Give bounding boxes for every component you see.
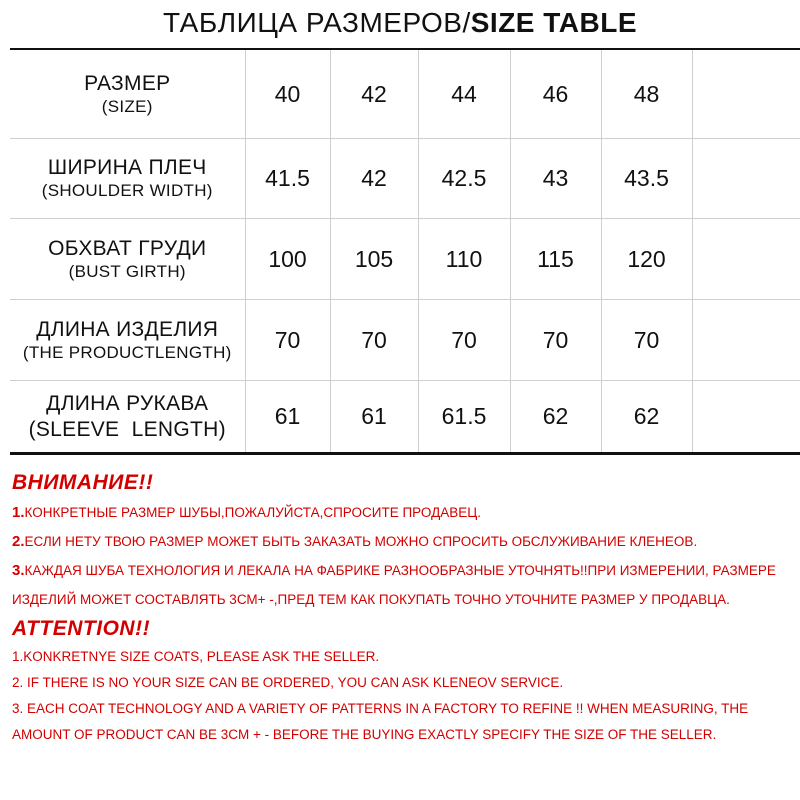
cell-value: 41.5 bbox=[265, 165, 310, 191]
table-cell bbox=[418, 300, 510, 381]
note-item-en: 2. IF THERE IS NO YOUR SIZE CAN BE ORDERED, YOU CAN ASK KLENEOV SERVICE. bbox=[12, 675, 564, 690]
note-item-ru bbox=[12, 527, 794, 556]
table-cell bbox=[418, 219, 510, 300]
note-number: 2. bbox=[12, 533, 25, 550]
row-label-en: (THE PRODUCTLENGTH) bbox=[22, 342, 232, 362]
table-cell bbox=[510, 381, 601, 454]
table-cell-empty bbox=[692, 139, 800, 219]
table-cell bbox=[418, 139, 510, 219]
size-table bbox=[10, 48, 800, 455]
row-label-ru: ДЛИНА ИЗДЕЛИЯ bbox=[36, 317, 219, 341]
cell-value: 46 bbox=[542, 80, 569, 107]
table-cell bbox=[330, 381, 418, 454]
table-cell bbox=[245, 300, 330, 381]
table-cell bbox=[601, 219, 692, 300]
table-row-bust-girth bbox=[10, 219, 800, 300]
row-header bbox=[10, 300, 245, 381]
cell-value: 61 bbox=[361, 403, 387, 429]
table-cell bbox=[245, 139, 330, 219]
table-cell bbox=[510, 139, 601, 219]
table-cell-empty bbox=[692, 381, 800, 454]
table-row-shoulder-width bbox=[10, 139, 800, 219]
table-cell bbox=[510, 49, 601, 139]
table-cell bbox=[330, 49, 418, 139]
note-text: ЕСЛИ НЕТУ ТВОЮ РАЗМЕР МОЖЕТ БЫТЬ ЗАКАЗАТЬ МОЖНО СПРОСИТЬ ОБСЛУЖИВАНИЕ КЛЕНЕОВ. bbox=[24, 534, 698, 549]
table-row-product-length bbox=[10, 300, 800, 381]
cell-value: 42 bbox=[361, 165, 387, 191]
table-cell bbox=[601, 139, 692, 219]
cell-value: 44 bbox=[451, 80, 477, 107]
table-cell bbox=[510, 219, 601, 300]
cell-value: 42 bbox=[361, 80, 387, 107]
row-label-ru: ОБХВАТ ГРУДИ bbox=[48, 236, 207, 260]
table-cell-empty bbox=[692, 219, 800, 300]
note-number: 1. bbox=[12, 504, 25, 521]
row-label-en: (SIZE) bbox=[101, 96, 153, 116]
cell-value: 110 bbox=[445, 245, 483, 272]
row-header bbox=[10, 381, 245, 454]
cell-value: 43 bbox=[542, 165, 569, 191]
cell-value: 42.5 bbox=[441, 165, 487, 191]
note-item-ru bbox=[12, 556, 794, 614]
cell-value: 105 bbox=[354, 245, 394, 272]
note-item-en: 3. EACH COAT TECHNOLOGY AND A VARIETY OF PATTERNS IN A FACTORY TO REFINE !! WHEN MEASURING, THE AMOUNT OF PRODUCT CAN BE 3CM + - BEFORE THE BUYING EXACTLY SPECIFY THE SIZE OF THE SELLER. bbox=[12, 701, 749, 742]
title-en: SIZE TABLE bbox=[470, 7, 638, 38]
note-item-ru bbox=[12, 498, 794, 527]
table-cell bbox=[330, 219, 418, 300]
table-cell bbox=[245, 219, 330, 300]
table-cell bbox=[601, 300, 692, 381]
cell-value: 40 bbox=[274, 80, 301, 107]
table-cell-empty bbox=[692, 49, 800, 139]
table-cell bbox=[601, 381, 692, 454]
row-label-ru: ШИРИНА ПЛЕЧ bbox=[47, 156, 207, 179]
attention-heading-ru: ВНИМАНИЕ!! bbox=[12, 471, 154, 494]
table-cell bbox=[601, 49, 692, 139]
row-label-en: (SLEEVE LENGTH) bbox=[28, 417, 226, 441]
notes-list-ru bbox=[12, 498, 794, 614]
note-text: КАЖДАЯ ШУБА ТЕХНОЛОГИЯ И ЛЕКАЛА НА ФАБРИКЕ РАЗНООБРАЗНЫЕ УТОЧНЯТЬ!!ПРИ ИЗМЕРЕНИИ, РАЗМЕРЕ ИЗДЕЛИЙ МОЖЕТ СОСТАВЛЯТЬ 3СМ+ -,ПРЕД ТЕМ КАК ПОКУПАТЬ ТОЧНО УТОЧНИТЕ РАЗМЕР У ПРОДАВЦА. bbox=[12, 563, 776, 607]
cell-value: 61.5 bbox=[441, 403, 487, 429]
table-cell bbox=[330, 300, 418, 381]
cell-value: 120 bbox=[627, 245, 666, 272]
table-row-size bbox=[10, 49, 800, 139]
notes-list-en bbox=[12, 644, 794, 748]
cell-value: 43.5 bbox=[624, 165, 669, 191]
note-item-en: 1.KONKRETNYE SIZE COATS, PLEASE ASK THE SELLER. bbox=[12, 649, 380, 664]
cell-value: 62 bbox=[633, 403, 660, 429]
cell-value: 70 bbox=[451, 326, 477, 353]
table-cell bbox=[418, 381, 510, 454]
table-cell bbox=[510, 300, 601, 381]
note-text: КОНКРЕТНЫЕ РАЗМЕР ШУБЫ,ПОЖАЛУЙСТА,СПРОСИТЕ ПРОДАВЕЦ. bbox=[24, 505, 481, 520]
cell-value: 62 bbox=[542, 403, 569, 429]
table-cell bbox=[330, 139, 418, 219]
row-label-en: (SHOULDER WIDTH) bbox=[41, 181, 213, 200]
table-cell bbox=[245, 49, 330, 139]
table-row-sleeve-length bbox=[10, 381, 800, 454]
row-header bbox=[10, 49, 245, 139]
table-cell bbox=[245, 381, 330, 454]
notes-section bbox=[12, 468, 794, 748]
cell-value: 48 bbox=[633, 80, 660, 107]
table-cell-empty bbox=[692, 300, 800, 381]
row-label-en: (BUST GIRTH) bbox=[68, 261, 186, 281]
cell-value: 115 bbox=[537, 245, 574, 272]
cell-value: 100 bbox=[268, 245, 307, 272]
row-header bbox=[10, 219, 245, 300]
table-cell bbox=[418, 49, 510, 139]
attention-heading-en: ATTENTION!! bbox=[12, 617, 151, 640]
cell-value: 70 bbox=[361, 326, 387, 353]
cell-value: 70 bbox=[542, 326, 569, 353]
row-label-ru: РАЗМЕР bbox=[84, 71, 171, 95]
row-label-ru: ДЛИНА РУКАВА bbox=[46, 391, 209, 415]
row-header bbox=[10, 139, 245, 219]
title-ru: ТАБЛИЦА РАЗМЕРОВ/ bbox=[162, 7, 471, 38]
cell-value: 70 bbox=[274, 326, 301, 353]
cell-value: 61 bbox=[274, 403, 301, 429]
page-title bbox=[0, 6, 800, 40]
note-number: 3. bbox=[12, 562, 25, 579]
cell-value: 70 bbox=[633, 326, 660, 353]
